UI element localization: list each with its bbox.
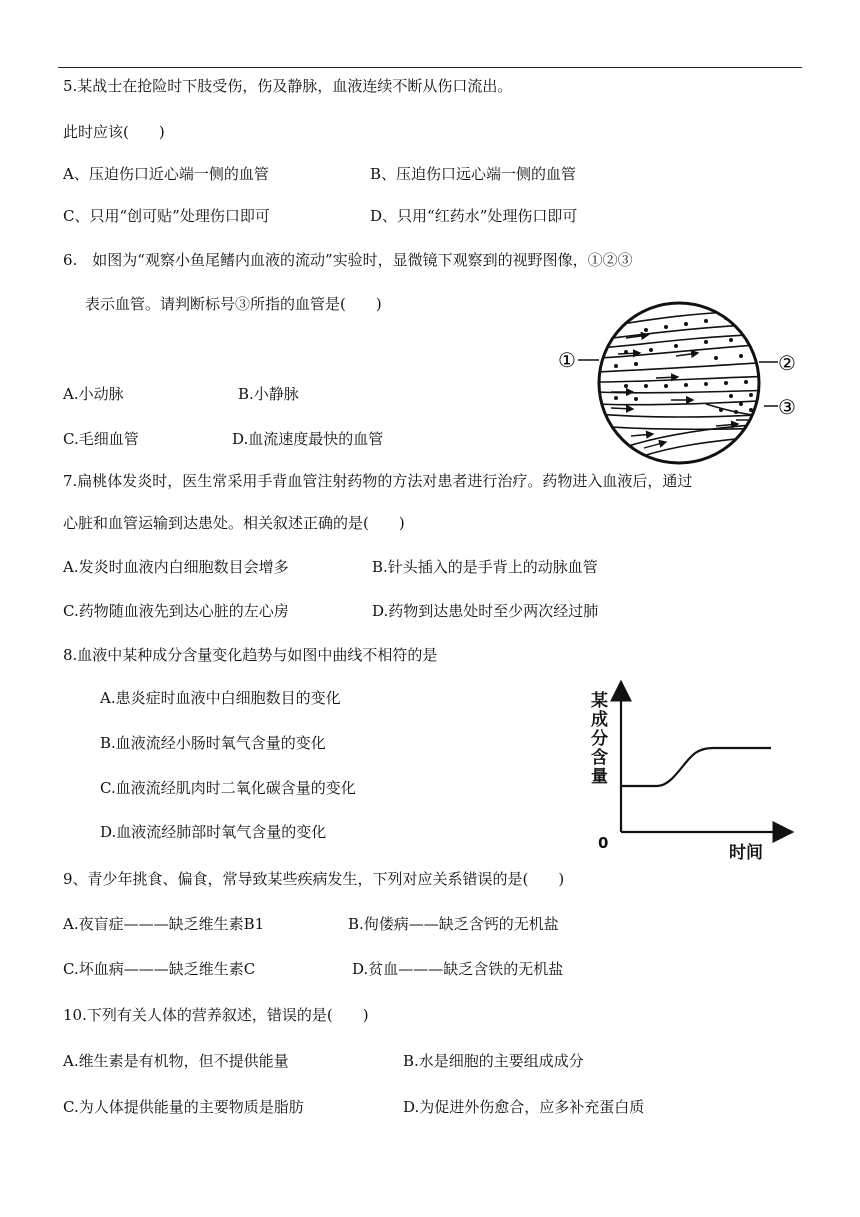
q9-option-c: C.坏血病———缺乏维生素C xyxy=(63,960,256,978)
q9-stem: 9、青少年挑食、偏食，常导致某些疾病发生，下列对应关系错误的是( ) xyxy=(63,870,565,888)
y-axis-label-char: 成 xyxy=(591,710,608,730)
y-axis-label xyxy=(591,691,608,787)
y-axis-label-char: 含 xyxy=(591,748,608,768)
svg-text:某成分含量 xyxy=(591,691,608,787)
header-rule xyxy=(58,67,802,68)
fish-tail-microscope-figure xyxy=(556,300,802,466)
q6-option-c: C.毛细血管 xyxy=(63,430,139,448)
q8-option-d: D.血液流经肺部时氧气含量的变化 xyxy=(100,823,327,841)
q6-stem-cont: 表示血管。请判断标号③所指的血管是( ) xyxy=(85,295,382,313)
q6-stem: 6. 如图为“观察小鱼尾鳍内血液的流动”实验时，显微镜下观察到的视野图像，①②③ xyxy=(63,251,633,269)
q5-option-b: B、压迫伤口远心端一侧的血管 xyxy=(370,165,577,183)
q7-stem: 7.扁桃体发炎时，医生常采用手背血管注射药物的方法对患者进行治疗。药物进入血液后，通过 xyxy=(63,472,693,490)
trend-curve xyxy=(621,748,771,786)
q7-option-d: D.药物到达患处时至少两次经过肺 xyxy=(372,602,599,620)
q9-option-a: A.夜盲症———缺乏维生素B1 xyxy=(63,915,265,933)
q5-option-a: A、压迫伤口近心端一侧的血管 xyxy=(63,165,269,183)
q8-stem: 8.血液中某种成分含量变化趋势与如图中曲线不相符的是 xyxy=(63,646,438,664)
x-axis-label: 时间 xyxy=(729,843,763,863)
q6-option-a: A.小动脉 xyxy=(63,385,124,403)
y-axis-label-char: 分 xyxy=(591,729,608,749)
q10-stem: 10.下列有关人体的营养叙述，错误的是( ) xyxy=(63,1006,369,1024)
q10-option-d: D.为促进外伤愈合，应多补充蛋白质 xyxy=(403,1098,645,1116)
q10-option-a: A.维生素是有机物，但不提供能量 xyxy=(63,1052,289,1070)
y-axis-label-char: 某 xyxy=(591,691,608,711)
q6-option-d: D.血流速度最快的血管 xyxy=(232,430,384,448)
q6-option-b: B.小静脉 xyxy=(238,385,299,403)
q5-stem: 5.某战士在抢险时下肢受伤，伤及静脉，血液连续不断从伤口流出。 xyxy=(63,77,513,95)
q7-option-a: A.发炎时血液内白细胞数目会增多 xyxy=(63,558,289,576)
q8-option-c: C.血液流经肌肉时二氧化碳含量的变化 xyxy=(100,779,356,797)
vessel-label-2: ② xyxy=(778,351,796,375)
q9-option-b: B.佝偻病——缺乏含钙的无机盐 xyxy=(348,915,559,933)
q5-option-c: C、只用“创可贴”处理伤口即可 xyxy=(63,207,270,225)
q8-option-b: B.血液流经小肠时氧气含量的变化 xyxy=(100,734,326,752)
q9-option-d: D.贫血———缺乏含铁的无机盐 xyxy=(352,960,564,978)
y-axis-label-char: 量 xyxy=(591,767,608,787)
q5-stem-cont: 此时应该( ) xyxy=(63,123,165,141)
origin-label: 0 xyxy=(598,834,609,852)
q10-option-c: C.为人体提供能量的主要物质是脂肪 xyxy=(63,1098,304,1116)
q7-option-b: B.针头插入的是手背上的动脉血管 xyxy=(372,558,598,576)
q8-option-a: A.患炎症时血液中白细胞数目的变化 xyxy=(100,689,341,707)
content-time-graph xyxy=(585,672,803,868)
q7-stem-cont: 心脏和血管运输到达患处。相关叙述正确的是( ) xyxy=(63,514,405,532)
vessel-label-3: ③ xyxy=(778,395,796,419)
q5-option-d: D、只用“红药水”处理伤口即可 xyxy=(370,207,578,225)
q10-option-b: B.水是细胞的主要组成成分 xyxy=(403,1052,584,1070)
q7-option-c: C.药物随血液先到达心脏的左心房 xyxy=(63,602,289,620)
vessel-label-1: ① xyxy=(558,348,576,372)
